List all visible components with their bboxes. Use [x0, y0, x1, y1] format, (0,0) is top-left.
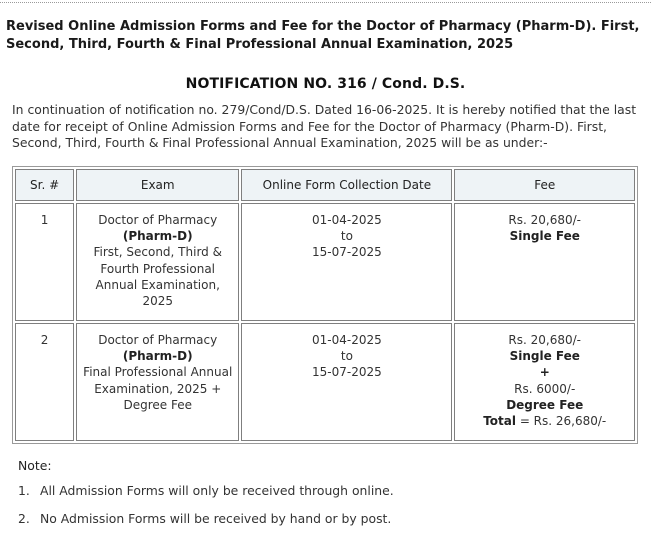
date-from: 01-04-2025 [312, 213, 382, 227]
cell-fee [454, 323, 635, 441]
notes-section [18, 458, 618, 539]
exam-detail: Final Professional Annual Examination, 2025 + Degree Fee [83, 365, 233, 412]
total-label: Total [483, 414, 516, 429]
date-to-word: to [340, 349, 353, 364]
note-number: 2. [18, 511, 30, 526]
total-value: = Rs. 26,680/- [519, 414, 607, 429]
date-to: 15-07-2025 [312, 365, 382, 380]
cell-exam [76, 323, 239, 441]
fee-amount: Rs. 20,680/- [508, 333, 582, 347]
degree-amount: Rs. 6000/- [514, 381, 576, 396]
note-number: 1. [18, 483, 30, 498]
note-text: All Admission Forms will only be received through online. [40, 483, 394, 498]
notification-title: NOTIFICATION NO. 316 / Cond. D.S. [185, 76, 466, 92]
intro-paragraph: In continuation of notification no. 279/Cond/D.S. Dated 16-06-2025. It is hereby notified that the last date for receipt of Online Admission Forms and Fee for the Doctor of Pharmacy (Pharm-D). First, Second, Third, Fourth & Final Professional Annual Examination, 2025 will be as under:- [12, 102, 637, 150]
note-text: No Admission Forms will be received by hand or by post. [40, 511, 392, 526]
exam-detail: First, Second, Third & Fourth Professional Annual Examination, 2025 [93, 245, 222, 309]
header-date: Online Form Collection Date [241, 169, 452, 201]
exam-name: Doctor of Pharmacy [98, 213, 218, 227]
table-row [15, 203, 635, 321]
fee-amount: Rs. 20,680/- [508, 213, 582, 227]
exam-name: Doctor of Pharmacy [98, 333, 218, 347]
page-heading: Revised Online Admission Forms and Fee for the Doctor of Pharmacy (Pharm-D). First, Second, Third, Fourth & Final Professional Annual Examination, 2025 [6, 19, 640, 52]
date-to: 15-07-2025 [312, 245, 382, 260]
header-exam: Exam [76, 169, 239, 201]
sr-number: 2 [40, 333, 49, 347]
table-row [15, 323, 635, 441]
exam-abbrev: (Pharm-D) [122, 229, 193, 244]
date-from: 01-04-2025 [312, 333, 382, 347]
cell-fee [454, 203, 635, 321]
fee-label: Single Fee [509, 229, 580, 244]
notes-title: Note: [18, 458, 52, 473]
exam-abbrev: (Pharm-D) [122, 349, 193, 364]
table-header-row [15, 169, 635, 201]
sr-number: 1 [40, 213, 49, 227]
fee-schedule-table [12, 166, 638, 444]
fee-total [461, 413, 628, 429]
cell-date [241, 203, 452, 321]
cell-sr [15, 203, 74, 321]
top-divider [0, 2, 651, 3]
degree-label: Degree Fee [506, 397, 584, 412]
fee-label: Single Fee [509, 349, 580, 364]
cell-sr [15, 323, 74, 441]
header-fee: Fee [454, 169, 635, 201]
date-to-word: to [340, 229, 353, 244]
fee-plus: + [539, 365, 550, 380]
list-item [18, 483, 618, 499]
cell-exam [76, 203, 239, 321]
header-sr: Sr. # [15, 169, 74, 201]
list-item [18, 511, 618, 527]
cell-date [241, 323, 452, 441]
